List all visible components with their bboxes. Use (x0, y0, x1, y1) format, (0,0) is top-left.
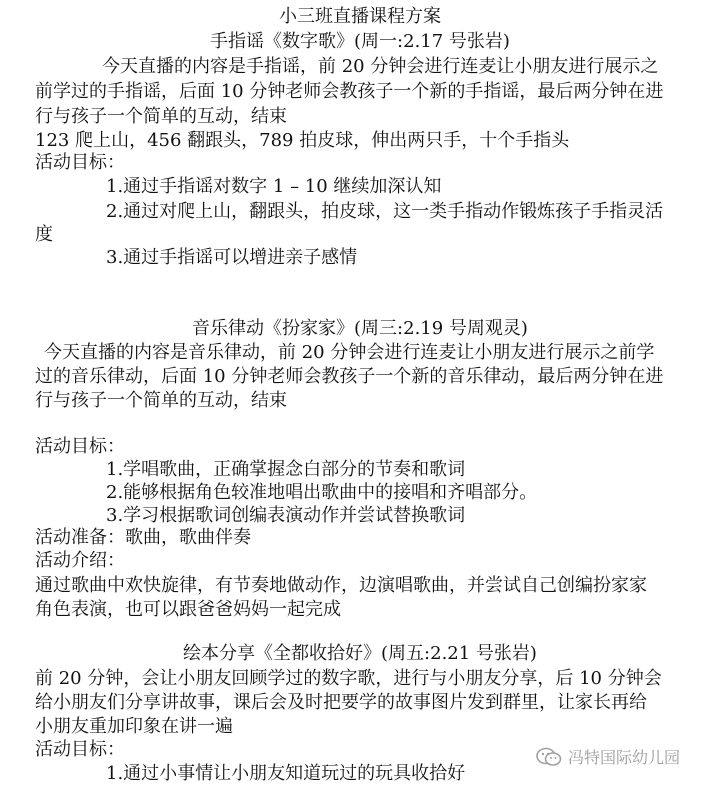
s2-goal-2: 2.能够根据角色较准地唱出歌曲中的接唱和齐唱部分。 (106, 482, 538, 503)
section2-heading: 音乐律动《扮家家》(周三:2.19 号周观灵) (192, 318, 528, 339)
s2-para-line1: 今天直播的内容是音乐律动，前 20 分钟会进行连麦让小朋友进行展示之前学 (44, 342, 655, 363)
s2-goal-3: 3.学习根据歌词创编表演动作并尝试替换歌词 (106, 505, 466, 526)
s2-preparation: 活动准备：歌曲，歌曲伴奏 (35, 527, 251, 548)
s2-goal-1: 1.学唱歌曲，正确掌握念白部分的节奏和歌词 (106, 459, 466, 480)
s3-para-line1: 前 20 分钟，会让小朋友回顾学过的数字歌，进行与小朋友分享，后 10 分钟会 (35, 668, 662, 689)
s1-rhyme: 123 爬上山，456 翻跟头，789 拍皮球，伸出两只手，十个手指头 (35, 130, 570, 151)
s1-goal-3: 3.通过手指谣可以增进亲子感情 (106, 247, 358, 268)
s2-para-line2: 过的音乐律动，后面 10 分钟老师会教孩子一个新的音乐律动，最后两分钟在进 (35, 366, 664, 387)
s1-goal-2: 2.通过对爬上山，翻跟头，拍皮球，这一类手指动作锻炼孩子手指灵活 (106, 201, 664, 222)
s1-goal-1: 1.通过手指谣对数字 1 – 10 继续加深认知 (106, 176, 442, 197)
s2-intro-line1: 通过歌曲中欢快旋律，有节奏地做动作，边演唱歌曲，并尝试自己创编扮家家 (35, 575, 647, 596)
s1-para-line3: 行与孩子一个简单的互动，结束 (35, 106, 287, 127)
s3-para-line3: 小朋友重加印象在讲一遍 (35, 716, 233, 737)
wechat-icon (536, 747, 562, 767)
s2-para-line3: 行与孩子一个简单的互动，结束 (35, 390, 287, 411)
watermark (536, 745, 680, 768)
watermark-text: 冯特国际幼儿园 (568, 748, 681, 767)
doc-title: 小三班直播课程方案 (279, 6, 441, 27)
s1-para-line1: 今天直播的内容是手指谣，前 20 分钟会进行连麦让小朋友进行展示之 (102, 56, 659, 77)
s1-para-line2: 前学过的手指谣，后面 10 分钟老师会教孩子一个新的手指谣，最后两分钟在进 (35, 81, 664, 102)
s3-goals-label: 活动目标： (35, 739, 125, 760)
section3-heading: 绘本分享《全都收拾好》(周五:2.21 号张岩) (183, 643, 537, 664)
s1-goal-2-cont: 度 (35, 224, 53, 245)
s2-goals-label: 活动目标： (35, 436, 125, 457)
s2-intro-line2: 角色表演，也可以跟爸爸妈妈一起完成 (35, 599, 341, 620)
section1-heading: 手指谣《数字歌》(周一:2.17 号张岩) (210, 31, 510, 52)
s3-para-line2: 给小朋友们分享讲故事，课后会及时把要学的故事图片发到群里，让家长再给 (35, 692, 647, 713)
s3-goal-1: 1.通过小事情让小朋友知道玩过的玩具收拾好 (106, 763, 466, 784)
s2-intro-label: 活动介绍： (35, 550, 125, 571)
s1-goals-label: 活动目标： (35, 152, 125, 173)
